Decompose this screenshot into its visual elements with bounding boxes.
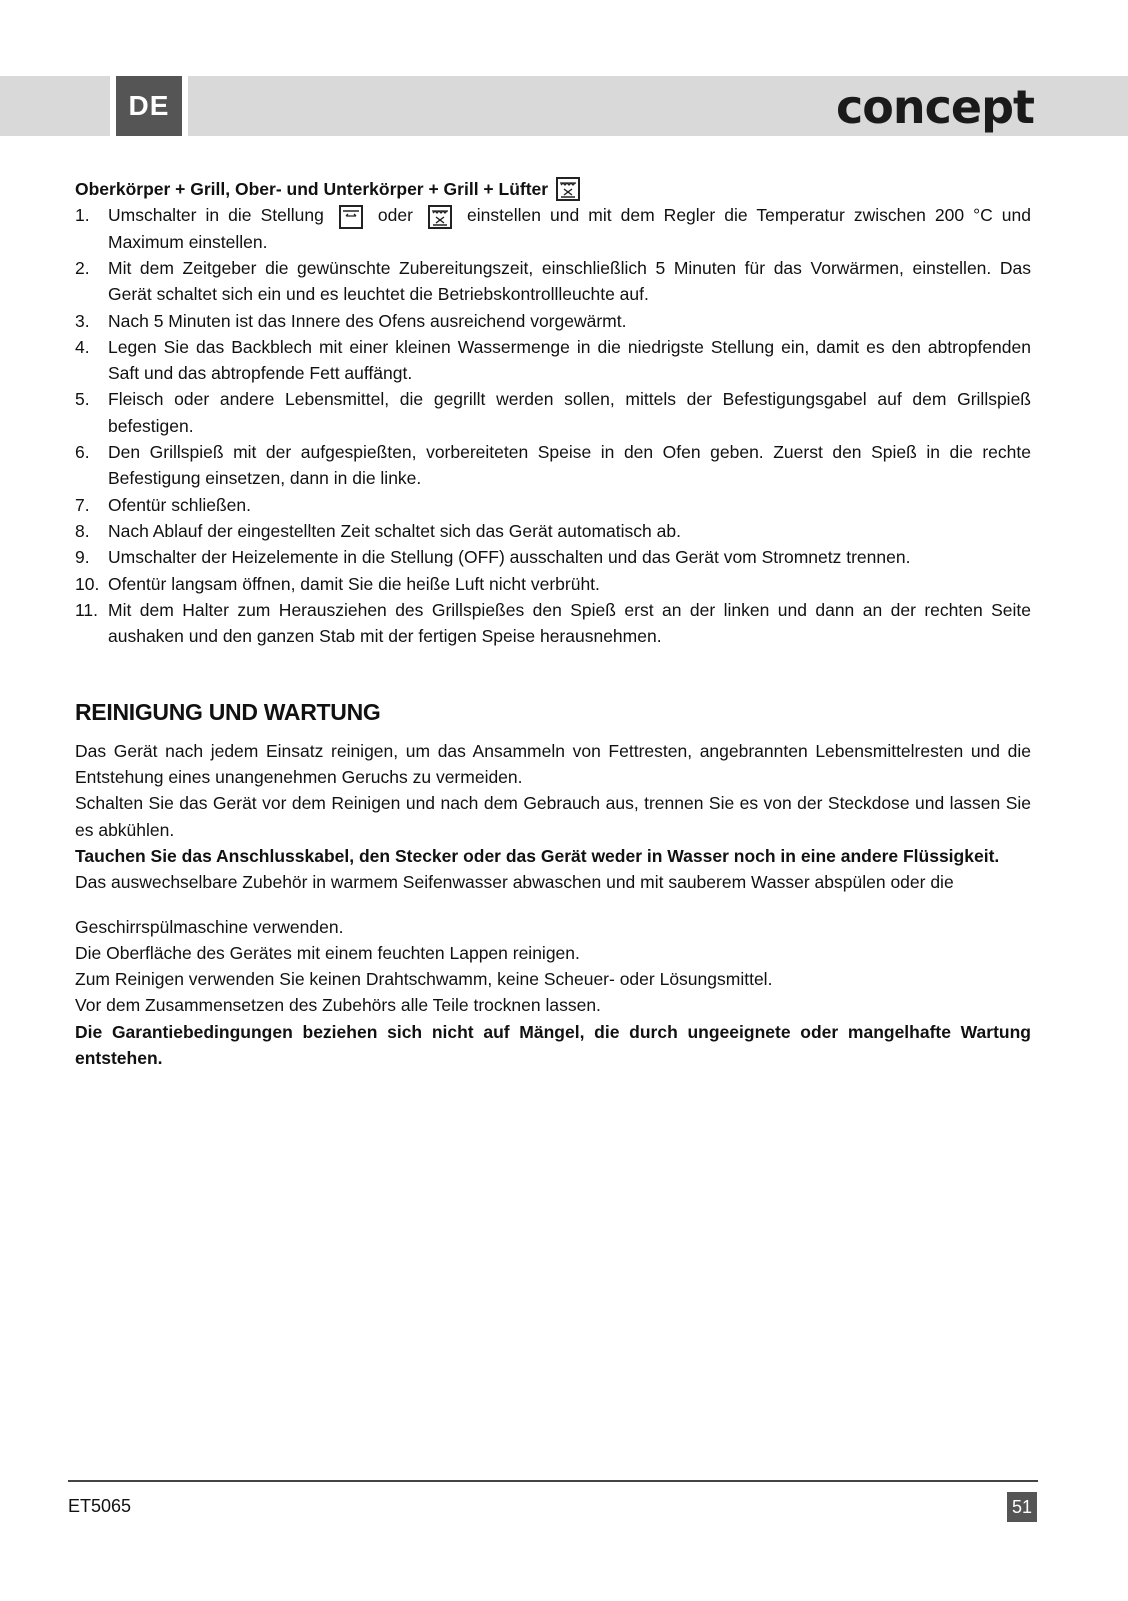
list-item <box>75 571 1031 597</box>
list-item-number: 9. <box>75 547 90 568</box>
paragraph: Das Gerät nach jedem Einsatz reinigen, um das Ansammeln von Fettresten, angebrannten Lebensmittelresten und die Entstehung eines unangenehmen Geruchs zu vermeiden. <box>75 740 1031 788</box>
list-item-number: 11. <box>75 599 99 620</box>
list-item <box>75 255 1031 308</box>
warranty-note: Die Garantiebedingungen beziehen sich nicht auf Mängel, die durch ungeeignete oder mangelhafte Wartung entstehen. <box>75 1021 1031 1068</box>
list-item-number: 4. <box>75 336 90 357</box>
list-item-text: Ofentür langsam öffnen, damit Sie die heiße Luft nicht verbrüht. <box>108 573 600 594</box>
list-item-number: 1. <box>75 205 90 226</box>
list-item <box>75 386 1031 439</box>
main-content <box>75 176 1031 1071</box>
list-item <box>75 544 1031 570</box>
list-item-text: Legen Sie das Backblech mit einer kleinen Wassermenge in die niedrigste Stellung ein, damit es den abtropfenden Saft und das abtropfende Fett auffängt. <box>108 336 1031 384</box>
list-item-text: Nach Ablauf der eingestellten Zeit schaltet sich das Gerät automatisch ab. <box>108 520 681 541</box>
paragraph: Vor dem Zusammensetzen des Zubehörs alle Teile trocknen lassen. <box>75 995 601 1016</box>
paragraph: Zum Reinigen verwenden Sie keinen Drahtschwamm, keine Scheuer- oder Lösungsmittel. <box>75 969 773 990</box>
subheading-text: Oberkörper + Grill, Ober- und Unterkörper + Grill + Lüfter <box>75 179 549 199</box>
list-item-text: Mit dem Halter zum Herausziehen des Grillspießes den Spieß erst an der linken und dann an der rechten Seite aushaken und den ganzen Stab mit der fertigen Speise herausnehmen. <box>108 599 1031 647</box>
list-item-text: Ofentür schließen. <box>108 494 251 515</box>
paragraph: Schalten Sie das Gerät vor dem Reinigen und nach dem Gebrauch aus, trennen Sie es von der Steckdose und lassen Sie es abkühlen. <box>75 793 1031 840</box>
top-heat-grill-icon <box>339 205 363 229</box>
list-item-text <box>108 202 1031 255</box>
list-item <box>75 518 1031 544</box>
step-text-c: einstellen und mit dem Regler die Temperatur zwischen 200 °C und Maximum einstellen. <box>108 205 1031 252</box>
section-heading: REINIGUNG UND WARTUNG <box>75 699 381 726</box>
spacer <box>75 896 1031 914</box>
page-number: 51 <box>1007 1492 1037 1522</box>
list-item-number: 6. <box>75 442 90 463</box>
list-item <box>75 334 1031 387</box>
list-item-number: 8. <box>75 520 90 541</box>
list-item <box>75 202 1031 255</box>
list-item-text: Den Grillspieß mit der aufgespießten, vorbereiteten Speise in den Ofen geben. Zuerst den Spieß in die rechte Befestigung einsetzen, dann in die linke. <box>108 442 1031 489</box>
warning-paragraph: Tauchen Sie das Anschlusskabel, den Stecker oder das Gerät weder in Wasser noch in eine andere Flüssigkeit. <box>75 845 1000 866</box>
step-text-b: oder <box>377 205 413 226</box>
language-badge: DE <box>116 76 182 136</box>
grill-fan-mode-icon <box>556 177 580 201</box>
brand-logo: concept <box>835 80 1034 134</box>
paragraph: Die Oberfläche des Gerätes mit einem feuchten Lappen reinigen. <box>75 942 580 963</box>
list-item-text: Umschalter der Heizelemente in die Stellung (OFF) ausschalten und das Gerät vom Stromnetz trennen. <box>108 547 911 568</box>
list-item-number: 3. <box>75 310 90 331</box>
grill-fan-mode-icon <box>428 205 452 229</box>
step-text-a: Umschalter in die Stellung <box>108 205 324 226</box>
list-item-number: 10. <box>75 573 100 594</box>
list-item <box>75 492 1031 518</box>
section-subheading <box>75 176 1031 202</box>
paragraph: Das auswechselbare Zubehör in warmem Seifenwasser abwaschen und mit sauberem Wasser abspülen oder die <box>75 872 954 893</box>
list-item-number: 5. <box>75 389 90 410</box>
list-item-text: Mit dem Zeitgeber die gewünschte Zubereitungszeit, einschließlich 5 Minuten für das Vorwärmen, einstellen. Das Gerät schaltet sich ein und es leuchtet die Betriebskontrollleuchte auf. <box>108 257 1031 305</box>
header-divider <box>182 76 188 136</box>
footer-divider <box>68 1480 1038 1482</box>
list-item-text: Fleisch oder andere Lebensmittel, die gegrillt werden sollen, mittels der Befestigungsgabel auf dem Grillspieß befestigen. <box>108 389 1031 436</box>
model-number: ET5065 <box>68 1496 132 1516</box>
steps-list <box>75 202 1031 649</box>
list-item <box>75 597 1031 650</box>
list-item-text: Nach 5 Minuten ist das Innere des Ofens ausreichend vorgewärmt. <box>108 310 627 331</box>
list-item <box>75 308 1031 334</box>
list-item-number: 2. <box>75 257 90 278</box>
list-item <box>75 439 1031 492</box>
paragraph: Geschirrspülmaschine verwenden. <box>75 916 344 937</box>
list-item-number: 7. <box>75 494 90 515</box>
